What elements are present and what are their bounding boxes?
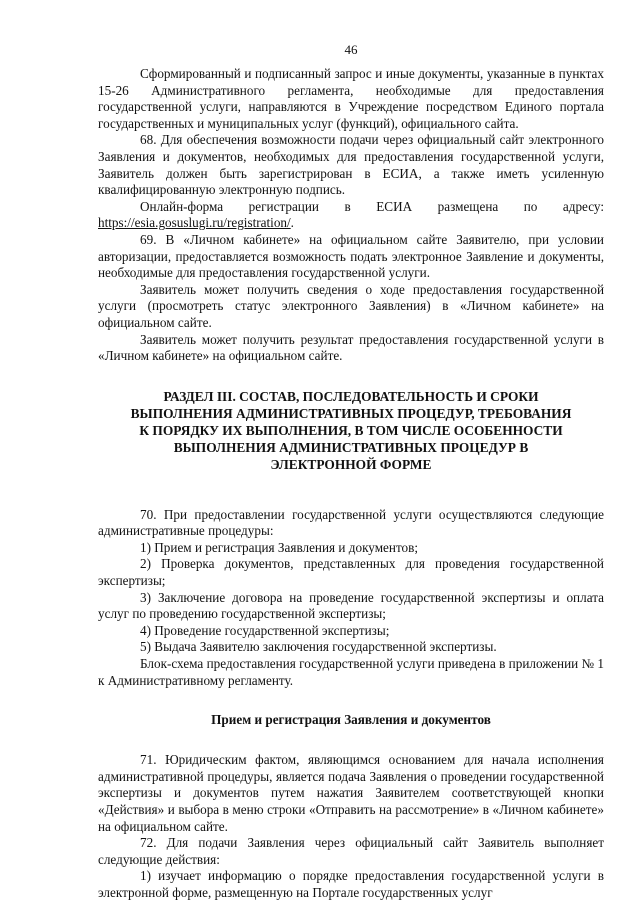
paragraph-block-scheme: Блок-схема предоставления государственной услуги приведена в приложении № 1 к Административному регламенту. xyxy=(98,656,604,688)
paragraph-72-item-1: 1) изучает информацию о порядке предоставления государственной услуги в электронной форме, размещенную на Портале государственных услуг xyxy=(98,868,604,900)
section-heading xyxy=(98,388,604,473)
esia-registration-link[interactable]: https://esia.gosuslugi.ru/registration/ xyxy=(98,215,291,231)
subheading: Прием и регистрация Заявления и документов xyxy=(211,712,491,728)
paragraph-request-documents: Сформированный и подписанный запрос и иные документы, указанные в пунктах 15-26 Административного регламента, необходимые для предоставления государственной услуги, направляются в Учреждение посредством Единого портала государственных и муниципальных услуг (функций), официального сайта. xyxy=(98,66,604,131)
section-heading-line: ЭЛЕКТРОННОЙ ФОРМЕ xyxy=(270,456,432,472)
paragraph-72: 72. Для подачи Заявления через официальный сайт Заявитель выполняет следующие действия: xyxy=(98,835,604,867)
registration-suffix: . xyxy=(290,215,294,231)
page-number: 46 xyxy=(344,42,358,57)
paragraph-71: 71. Юридическим фактом, являющимся основанием для начала исполнения административной процедуры, является подача Заявления о проведении государственной экспертизы и документов путем нажатия Заявителем соответствующей кнопки «Действия» и выбора в меню строки «Отправить на рассмотрение» в «Личном кабинете» на официальном сайте. xyxy=(98,752,604,834)
paragraph-status-info: Заявитель может получить сведения о ходе предоставления государственной услуги (просмотреть статус электронного Заявления) в «Личном кабинете» на официальном сайте. xyxy=(98,281,604,330)
section-heading-line: ВЫПОЛНЕНИЯ АДМИНИСТРАТИВНЫХ ПРОЦЕДУР В xyxy=(173,439,529,455)
section-heading-line: ВЫПОЛНЕНИЯ АДМИНИСТРАТИВНЫХ ПРОЦЕДУР, ТРЕБОВАНИЯ xyxy=(130,405,572,421)
paragraph-68: 68. Для обеспечения возможности подачи через официальный сайт электронного Заявления и документов, необходимых для предоставления государственной услуги, Заявитель должен быть зарегистрирован в ЕСИА, а также иметь усиленную квалифицированную электронную подпись. xyxy=(98,132,604,198)
procedure-item: 5) Выдача Заявителю заключения государственной экспертизы. xyxy=(140,639,497,655)
procedure-item: 3) Заключение договора на проведение государственной экспертизы и оплата услуг по проведению государственной экспертизы; xyxy=(98,589,604,622)
paragraph-registration xyxy=(98,199,604,232)
paragraph-70: 70. При предоставлении государственной услуги осуществляются следующие административные процедуры: xyxy=(98,506,604,539)
procedure-item: 4) Проведение государственной экспертизы; xyxy=(140,622,390,638)
paragraph-69: 69. В «Личном кабинете» на официальном сайте Заявителю, при условии авторизации, предоставляется возможность подать электронное Заявление и документы, необходимые для предоставления государственной услуги. xyxy=(98,231,604,281)
procedure-item: 2) Проверка документов, представленных для проведения государственной экспертизы; xyxy=(98,556,604,589)
section-heading-line: К ПОРЯДКУ ИХ ВЫПОЛНЕНИЯ, В ТОМ ЧИСЛЕ ОСОБЕННОСТИ xyxy=(139,422,563,438)
paragraph-result-info: Заявитель может получить результат предоставления государственной услуги в «Личном кабинете» на официальном сайте. xyxy=(98,331,604,364)
procedure-item: 1) Прием и регистрация Заявления и документов; xyxy=(140,539,419,555)
section-heading-line: РАЗДЕЛ III. СОСТАВ, ПОСЛЕДОВАТЕЛЬНОСТЬ И СРОКИ xyxy=(163,388,539,404)
registration-text: Онлайн-форма регистрации в ЕСИА размещена по адресу: xyxy=(140,198,604,214)
